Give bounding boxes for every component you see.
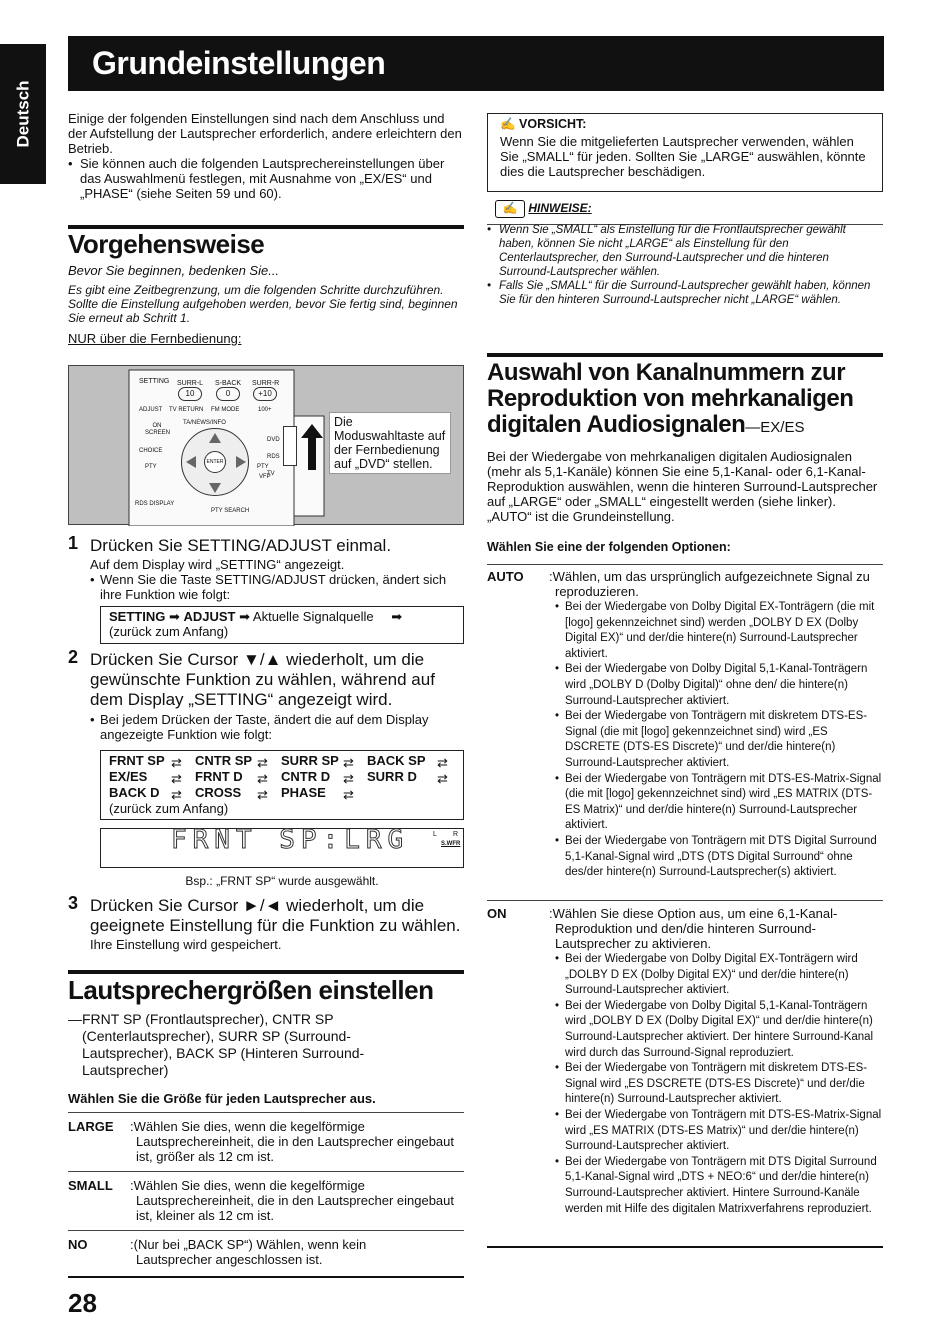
surr-l-label: SURR-L xyxy=(177,380,204,387)
cycle-arrow-icon: ⇄ xyxy=(171,787,182,802)
lcd-caption: Bsp.: „FRNT SP“ wurde ausgewählt. xyxy=(185,874,379,888)
cursor-up-icon xyxy=(209,433,221,443)
intro-text: Einige der folgenden Einstellungen sind nach dem Anschluss und der Aufstellung der Lautsprecher erforderlich, andere erleichtern den Betrieb. xyxy=(68,111,462,156)
pty-search-label: PTY SEARCH xyxy=(211,508,250,514)
choice-label: CHOICE xyxy=(139,448,163,454)
rds-display-label: RDS DISPLAY xyxy=(135,501,175,507)
option-desc: :Wählen Sie diese Option aus, um eine 6,1-Kanal-Reproduktion und den/die hinteren Surround-Lautsprecher zu aktivieren. xyxy=(549,906,838,951)
table-rule xyxy=(487,900,883,901)
section-rule xyxy=(487,353,883,357)
option-subitem: • Bei der Wiedergabe von Dolby Digital 5,1-Kanal-Tonträgern wird „DOLBY D (Dolby Digital)“ ohne den/ die hintere(n) Surround-Lautsprecher aktiviert. xyxy=(555,662,883,709)
option-sublist xyxy=(549,600,883,881)
cycle-arrow-icon: ⇄ xyxy=(437,755,448,770)
step-2-heading: Drücken Sie Cursor ▼/▲ wiederholt, um die gewünschte Funktion zu wählen, während auf dem Display „SETTING“ angezeigt wird. xyxy=(90,650,435,709)
tv-label: TV xyxy=(267,471,275,477)
notes-icon: ✍ xyxy=(495,200,525,218)
cursor-left-icon xyxy=(186,456,196,468)
procedure-intro xyxy=(68,263,464,346)
language-tab xyxy=(0,44,46,184)
step-1-body xyxy=(90,557,464,602)
adjust-label: ADJUST xyxy=(139,407,163,413)
step-2-number: 2 xyxy=(68,647,79,667)
step-1-heading: Drücken Sie SETTING/ADJUST einmal. xyxy=(90,536,392,555)
size-row-no xyxy=(68,1237,464,1271)
table-rule xyxy=(68,1276,464,1278)
cycle-item: CNTR D xyxy=(281,769,331,784)
option-auto xyxy=(487,569,883,899)
option-subitem: • Bei der Wiedergabe von Dolby Digital 5,1-Kanal-Tonträgern wird „DOLBY D EX (Dolby Digital EX)“ und der/die hintere(n) Surround-Lautsprecher aktiviert. Der hintere Surround-Kanal wird durch das Surround-Signal reproduziert. xyxy=(555,999,883,1061)
cycle-item: CROSS xyxy=(195,785,242,800)
channel-text: Bei der Wiedergabe von mehrkanaligen digitalen Audiosignalen (mehr als 5,1-Kanäle) können Sie eine 5,1-Kanal- oder 6,1-Kanal-Reproduktion auswählen, wenn die hinteren Surround-Lautsprecher auf „LARGE“ oder „SMALL“ eingestellt werden (siehe linker). „AUTO“ ist die Grundeinstellung. xyxy=(487,449,878,524)
step-2 xyxy=(68,647,464,888)
option-subitem: • Bei der Wiedergabe von Tonträgern mit diskretem DTS-ES-Signal (die mit [logo] gekennzeichnet sind) wird „ES DSCRETE (DTS-ES Discrete)“ und der/die hintere(n) Surround-Lautsprecher aktiviert. xyxy=(555,709,883,771)
channel-heading: Auswahl von Kanalnummern zur Reproduktion von mehrkanaligen digitalen Audiosignalen xyxy=(487,359,854,438)
size-key: SMALL xyxy=(68,1178,113,1193)
cycle-arrow-icon: ⇄ xyxy=(171,771,182,786)
lcd-r-indicator: R xyxy=(453,831,459,838)
cycle-arrow-icon: ⇄ xyxy=(257,755,268,770)
step-1-bullet: • Wenn Sie die Taste SETTING/ADJUST drücken, ändert sich ihre Funktion wie folgt: xyxy=(90,572,464,602)
option-sublist xyxy=(549,952,883,1217)
cycle-arrow-icon: ⇄ xyxy=(343,771,354,786)
option-subitem: • Bei der Wiedergabe von Dolby Digital EX-Tonträgern wird „DOLBY D EX (Dolby Digital EX)“ und der/die hintere(n) Surround-Lautsprecher aktiviert. xyxy=(555,952,883,999)
key-plus10: +10 xyxy=(253,387,277,401)
size-desc: :Wählen Sie dies, wenn die kegelförmige Lautsprechereinheit, die in den Lautsprecher eingebaut ist, kleiner als 12 cm ist. xyxy=(130,1178,455,1223)
lcd-l-indicator: L xyxy=(433,831,437,838)
size-row-large xyxy=(68,1119,464,1169)
lcd-text: FRNT SP:LRG xyxy=(171,825,410,855)
note-item: • Wenn Sie „SMALL“ als Einstellung für die Frontlautsprecher gewählt haben, können Sie nicht „LARGE“ als Einstellung für den Centerlautsprecher, den Surround-Lautsprecher und die hinteren Surround-Lautsprecher wählen. xyxy=(487,223,883,279)
cycle-item: BACK SP xyxy=(367,753,426,768)
channel-heading-suffix: —EX/ES xyxy=(745,419,805,436)
table-rule xyxy=(68,1230,464,1231)
cursor-down-icon xyxy=(209,483,221,493)
language-tab-label: Deutsch xyxy=(13,80,33,148)
dvd-label: DVD xyxy=(267,437,280,443)
switch-up-arrow-icon xyxy=(301,424,323,470)
cycle-back: (zurück zum Anfang) xyxy=(109,801,229,816)
flow-adjust: ADJUST xyxy=(183,609,236,624)
table-rule xyxy=(68,1171,464,1172)
option-body xyxy=(549,569,883,881)
option-body xyxy=(549,906,883,1217)
key-100-label: 100+ xyxy=(258,407,272,413)
option-subitem: • Bei der Wiedergabe von Tonträgern mit DTS Digital Surround 5,1-Kanal-Signal wird „DTS + NEO:6“ und der/die hintere(n) Surround-Lautsprecher aktiviert. Hintere Surround-Kanäle werden mit Hilfe des digitalen Matrixverfahrens reproduziert. xyxy=(555,1155,883,1217)
cycle-item: SURR D xyxy=(367,769,417,784)
pty-plus-label: PTY xyxy=(257,464,269,470)
notes-section xyxy=(487,200,883,306)
option-subitem: • Bei der Wiedergabe von Tonträgern mit DTS-ES-Matrix-Signal wird „ES MATRIX (DTS-ES Matrix)“ und der/die hintere(n) Surround-Lautsprecher aktiviert. xyxy=(555,1108,883,1155)
size-desc: :(Nur bei „BACK SP“) Wählen, wenn kein Lautsprecher angeschlossen ist. xyxy=(130,1237,367,1267)
speaker-size-choose: Wählen Sie die Größe für jeden Lautsprecher aus. xyxy=(68,1091,376,1106)
mode-switch xyxy=(283,426,297,466)
rds-label: RDS xyxy=(267,454,280,460)
cursor-right-icon xyxy=(236,456,246,468)
flow-arrow-icon: ➡ xyxy=(391,609,403,624)
intro-bullet: • Sie können auch die folgenden Lautsprechereinstellungen über das Auswahlmenü festlegen, mit Ausnahme von „EX/ES“ und „PHASE“ (siehe Seiten 59 und 60). xyxy=(68,156,464,201)
cycle-arrow-icon: ⇄ xyxy=(257,771,268,786)
option-key: AUTO xyxy=(487,569,524,584)
caution-title-row xyxy=(500,117,870,132)
cycle-item: PHASE xyxy=(281,785,326,800)
cycle-arrow-icon: ⇄ xyxy=(171,755,182,770)
surr-r-label: SURR-R xyxy=(252,380,280,387)
channel-heading-block xyxy=(487,360,883,441)
section-rule xyxy=(68,970,464,974)
step-1-text: Auf dem Display wird „SETTING“ angezeigt. xyxy=(90,557,345,572)
cycle-item: FRNT SP xyxy=(109,753,165,768)
speaker-size-heading: Lautsprechergrößen einstellen xyxy=(68,975,434,1005)
cycle-item: CNTR SP xyxy=(195,753,253,768)
cycle-item: BACK D xyxy=(109,785,160,800)
size-desc: :Wählen Sie dies, wenn die kegelförmige Lautsprechereinheit, die in den Lautsprecher eingebaut ist, größer als 12 cm ist. xyxy=(130,1119,455,1164)
step-1-number: 1 xyxy=(68,533,79,553)
mode-callout: Die Moduswahltaste auf der Fernbedienung auf „DVD“ stellen. xyxy=(329,412,451,474)
option-subitem: • Bei der Wiedergabe von Tonträgern mit DTS-ES-Matrix-Signal (die mit [logo] gekennzeichnet sind) wird „ES MATRIX (DTS-ES Matrix)“ und der/die hintere(n) Surround-Lautsprecher aktiviert. xyxy=(555,772,883,834)
flow-arrow-icon: ➡ xyxy=(168,609,184,624)
tv-return-label: TV RETURN xyxy=(169,407,204,413)
fm-mode-label: FM MODE xyxy=(211,407,240,413)
caution-text: Wenn Sie die mitgelieferten Lautsprecher verwenden, wählen Sie „SMALL“ für jeden. Sollten Sie „LARGE“ auswählen, könnte dies die Lautsprecher beschädigen. xyxy=(500,134,866,179)
cycle-item: EX/ES xyxy=(109,769,148,784)
cycle-arrow-icon: ⇄ xyxy=(343,755,354,770)
notes-title: HINWEISE: xyxy=(528,201,592,215)
function-cycle-box xyxy=(100,750,464,820)
flow-back: (zurück zum Anfang) xyxy=(109,624,229,639)
speaker-size-sub: —FRNT SP (Frontlautsprecher), CNTR SP (Centerlautsprecher), SURR SP (Surround-Lautsprecher), BACK SP (Hinteren Surround-Lautsprecher) xyxy=(68,1011,365,1078)
ta-news-label: TA/NEWS/INFO xyxy=(183,420,226,426)
page-number: 28 xyxy=(68,1288,97,1318)
size-row-small xyxy=(68,1178,464,1228)
enter-key: ENTER xyxy=(204,451,226,473)
table-rule xyxy=(487,1246,883,1248)
flow-setting: SETTING xyxy=(109,609,166,624)
vfp-label: VFP xyxy=(259,474,271,480)
size-key: LARGE xyxy=(68,1119,114,1134)
lcd-display xyxy=(100,825,464,868)
setting-flow-box xyxy=(100,606,464,644)
procedure-heading: Vorgehensweise xyxy=(68,229,265,259)
option-on xyxy=(487,906,883,1241)
cycle-item: SURR SP xyxy=(281,753,339,768)
lcd-swfr-indicator: S.WFR xyxy=(441,841,461,847)
notes-list xyxy=(487,223,883,307)
cycle-arrow-icon: ⇄ xyxy=(257,787,268,802)
remote-illustration xyxy=(68,365,464,525)
step-3-heading: Drücken Sie Cursor ►/◄ wiederholt, um die geeignete Einstellung für die Funktion zu wählen. xyxy=(90,896,461,935)
notes-title-row xyxy=(487,200,883,218)
key-10: 10 xyxy=(178,387,202,401)
table-rule xyxy=(487,564,883,565)
intro-section xyxy=(68,111,464,201)
channel-choose: Wählen Sie eine der folgenden Optionen: xyxy=(487,540,731,554)
table-rule xyxy=(68,1112,464,1113)
cycle-arrow-icon: ⇄ xyxy=(343,787,354,802)
step-3-number: 3 xyxy=(68,893,79,913)
option-subitem: • Bei der Wiedergabe von Dolby Digital EX-Tonträgern (die mit [logo] gekennzeichnet sind) werden „DOLBY D EX (Dolby Digital EX)“ und der/die hintere(n) Surround-Lautsprecher aktiviert. xyxy=(555,600,883,662)
remote-only-label: NUR über die Fernbedienung: xyxy=(68,331,242,346)
flow-arrow-icon: ➡ xyxy=(239,609,253,624)
cycle-item: FRNT D xyxy=(195,769,243,784)
note-item: • Falls Sie „SMALL“ für die Surround-Lautsprecher gewählt haben, können Sie für den hinteren Surround-Lautsprecher nicht „LARGE“ wählen. xyxy=(487,279,883,307)
step-2-bullet: • Bei jedem Drücken der Taste, ändert die auf dem Display angezeigte Funktion wie folgt: xyxy=(90,712,464,742)
key-0: 0 xyxy=(216,387,240,401)
page-title: Grundeinstellungen xyxy=(92,45,386,81)
size-key: NO xyxy=(68,1237,88,1252)
cycle-arrow-icon: ⇄ xyxy=(437,771,448,786)
on-screen-label: ON SCREEN xyxy=(145,423,171,436)
flow-source: Aktuelle Signalquelle xyxy=(252,609,374,624)
procedure-before: Bevor Sie beginnen, bedenken Sie... xyxy=(68,263,280,278)
option-subitem: • Bei der Wiedergabe von Tonträgern mit diskretem DTS-ES-Signal wird „ES DSCRETE (DTS-ES Discrete)“ und der/die hintere(n) Surround-Lautsprecher aktiviert. xyxy=(555,1061,883,1108)
title-bar xyxy=(68,36,884,91)
caution-title: VORSICHT: xyxy=(519,117,587,131)
procedure-note: Es gibt eine Zeitbegrenzung, um die folgenden Schritte durchzuführen. Sollte die Einstellung aufgehoben werden, bevor Sie fertig sind, beginnen Sie erneut ab Schritt 1. xyxy=(68,283,458,325)
pty-minus-label: PTY xyxy=(145,464,157,470)
s-back-label: S-BACK xyxy=(215,380,242,387)
option-desc: :Wählen, um das ursprünglich aufgezeichnete Signal zu reproduzieren. xyxy=(549,569,870,599)
cursor-pad xyxy=(181,428,249,496)
caution-box xyxy=(487,113,883,192)
step-3-text: Ihre Einstellung wird gespeichert. xyxy=(90,937,282,952)
setting-key-label: SETTING xyxy=(139,378,170,385)
option-key: ON xyxy=(487,906,507,921)
option-subitem: • Bei der Wiedergabe von Tonträgern mit DTS Digital Surround 5,1-Kanal-Signal wird „DTS (DTS Digital Surround“ ohne des/der hintere(n) Surround-Lautsprecher(s) aktiviert. xyxy=(555,834,883,881)
caution-icon: ✍ xyxy=(500,117,520,131)
